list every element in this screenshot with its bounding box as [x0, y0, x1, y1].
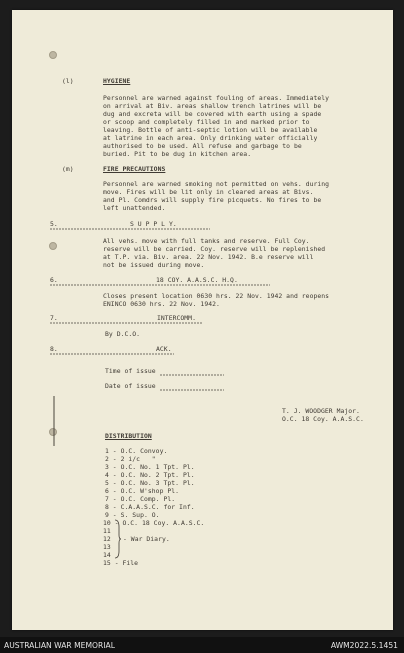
distribution-item: 14	[103, 551, 111, 559]
item-heading: S U P P L Y.	[130, 220, 177, 228]
document-page	[12, 10, 393, 630]
item-heading: INTERCOMM.	[157, 314, 196, 322]
distribution-item: 7 - O.C. Comp. Pl.	[105, 495, 176, 503]
item-number: 8.	[50, 345, 58, 353]
distribution-item: 6 - O.C. W'shop Pl.	[105, 487, 180, 495]
distribution-item: 1 - O.C. Convoy.	[105, 447, 168, 455]
signature-name: T. J. WOODGER Major.	[282, 407, 360, 415]
paragraph-line: at T.P. via. Biv. area. 22 Nov. 1942. B.e reserve will	[103, 253, 314, 261]
date-of-issue-label: Date of issue	[105, 382, 156, 390]
footer-left: AUSTRALIAN WAR MEMORIAL	[4, 641, 115, 650]
archive-footer	[0, 637, 404, 653]
paragraph-line: By D.C.O.	[105, 330, 141, 338]
paragraph-line: leaving. Bottle of anti-septic lotion will be available	[103, 126, 318, 134]
margin-mark	[53, 396, 56, 446]
distribution-item: 12	[103, 535, 111, 543]
footer-right: AWM2022.5.1451	[330, 641, 398, 650]
blank-line	[160, 389, 224, 392]
distribution-item: 13	[103, 543, 111, 551]
signature-title: O.C. 18 Coy. A.A.S.C.	[282, 415, 364, 423]
item-heading: ACK.	[156, 345, 172, 353]
paragraph-line: on arrival at Biv. areas shallow trench latrines will be	[103, 102, 322, 110]
underline-rule	[50, 284, 270, 287]
punch-hole	[49, 242, 57, 250]
paragraph-line: Closes present location 0630 hrs. 22 Nov. 1942 and reopens	[103, 292, 330, 300]
paragraph-line: All vehs. move with full tanks and reserve. Full Coy.	[103, 237, 310, 245]
time-of-issue-label: Time of issue	[105, 367, 156, 375]
paragraph-line: or scoop and completely filled in and marked prior to	[103, 118, 310, 126]
section-heading: FIRE PRECAUTIONS	[103, 165, 166, 173]
paragraph-line: left unattended.	[103, 204, 166, 212]
distribution-item: 9 - S. Sup. O.	[105, 511, 160, 519]
paragraph-line: buried. Pit to be dug in kitchen area.	[103, 150, 252, 158]
item-number: 6.	[50, 276, 58, 284]
distribution-item: 15 - File	[103, 559, 139, 567]
paragraph-line: dug and excreta will be covered with earth using a spade	[103, 110, 322, 118]
distribution-heading: DISTRIBUTION	[105, 432, 152, 440]
war-diary-note: - War Diary.	[123, 535, 170, 543]
paragraph-line: authorised to be used. All refuse and garbage to be	[103, 142, 302, 150]
underline-rule	[50, 228, 210, 231]
paragraph-line: not be issued during move.	[103, 261, 205, 269]
item-number: 7.	[50, 314, 58, 322]
underline-rule	[50, 353, 174, 356]
item-number: 5.	[50, 220, 58, 228]
distribution-item: 11	[103, 527, 111, 535]
distribution-item: 10 - O.C. 18 Coy. A.A.S.C.	[103, 519, 205, 527]
section-number: (l)	[62, 77, 74, 85]
bracket-mark	[114, 519, 122, 559]
paragraph-line: reserve will be carried. Coy. reserve will be replenished	[103, 245, 326, 253]
blank-line	[160, 374, 224, 377]
underline-rule	[50, 322, 202, 325]
paragraph-line: ENINCO 0630 hrs. 22 Nov. 1942.	[103, 300, 220, 308]
section-number: (m)	[62, 165, 74, 173]
distribution-item: 5 - O.C. No. 3 Tpt. Pl.	[105, 479, 195, 487]
paragraph-line: at latrine in each area. Only drinking water officially	[103, 134, 318, 142]
distribution-item: 4 - O.C. No. 2 Tpt. Pl.	[105, 471, 195, 479]
punch-hole	[49, 51, 57, 59]
paragraph-line: Personnel are warned smoking not permitted on vehs. during	[103, 180, 330, 188]
section-heading: HYGIENE	[103, 77, 131, 85]
distribution-item: 3 - O.C. No. 1 Tpt. Pl.	[105, 463, 195, 471]
distribution-item: 2 - 2 i/c "	[105, 455, 156, 463]
paragraph-line: Personnel are warned against fouling of areas. Immediately	[103, 94, 330, 102]
distribution-item: 8 - C.A.A.S.C. for Inf.	[105, 503, 195, 511]
paragraph-line: and Pl. Comdrs will supply fire picquets. No fires to be	[103, 196, 322, 204]
item-heading: 18 COY. A.A.S.C. H.Q.	[156, 276, 238, 284]
paragraph-line: move. Fires will be lit only in cleared areas at Bivs.	[103, 188, 314, 196]
